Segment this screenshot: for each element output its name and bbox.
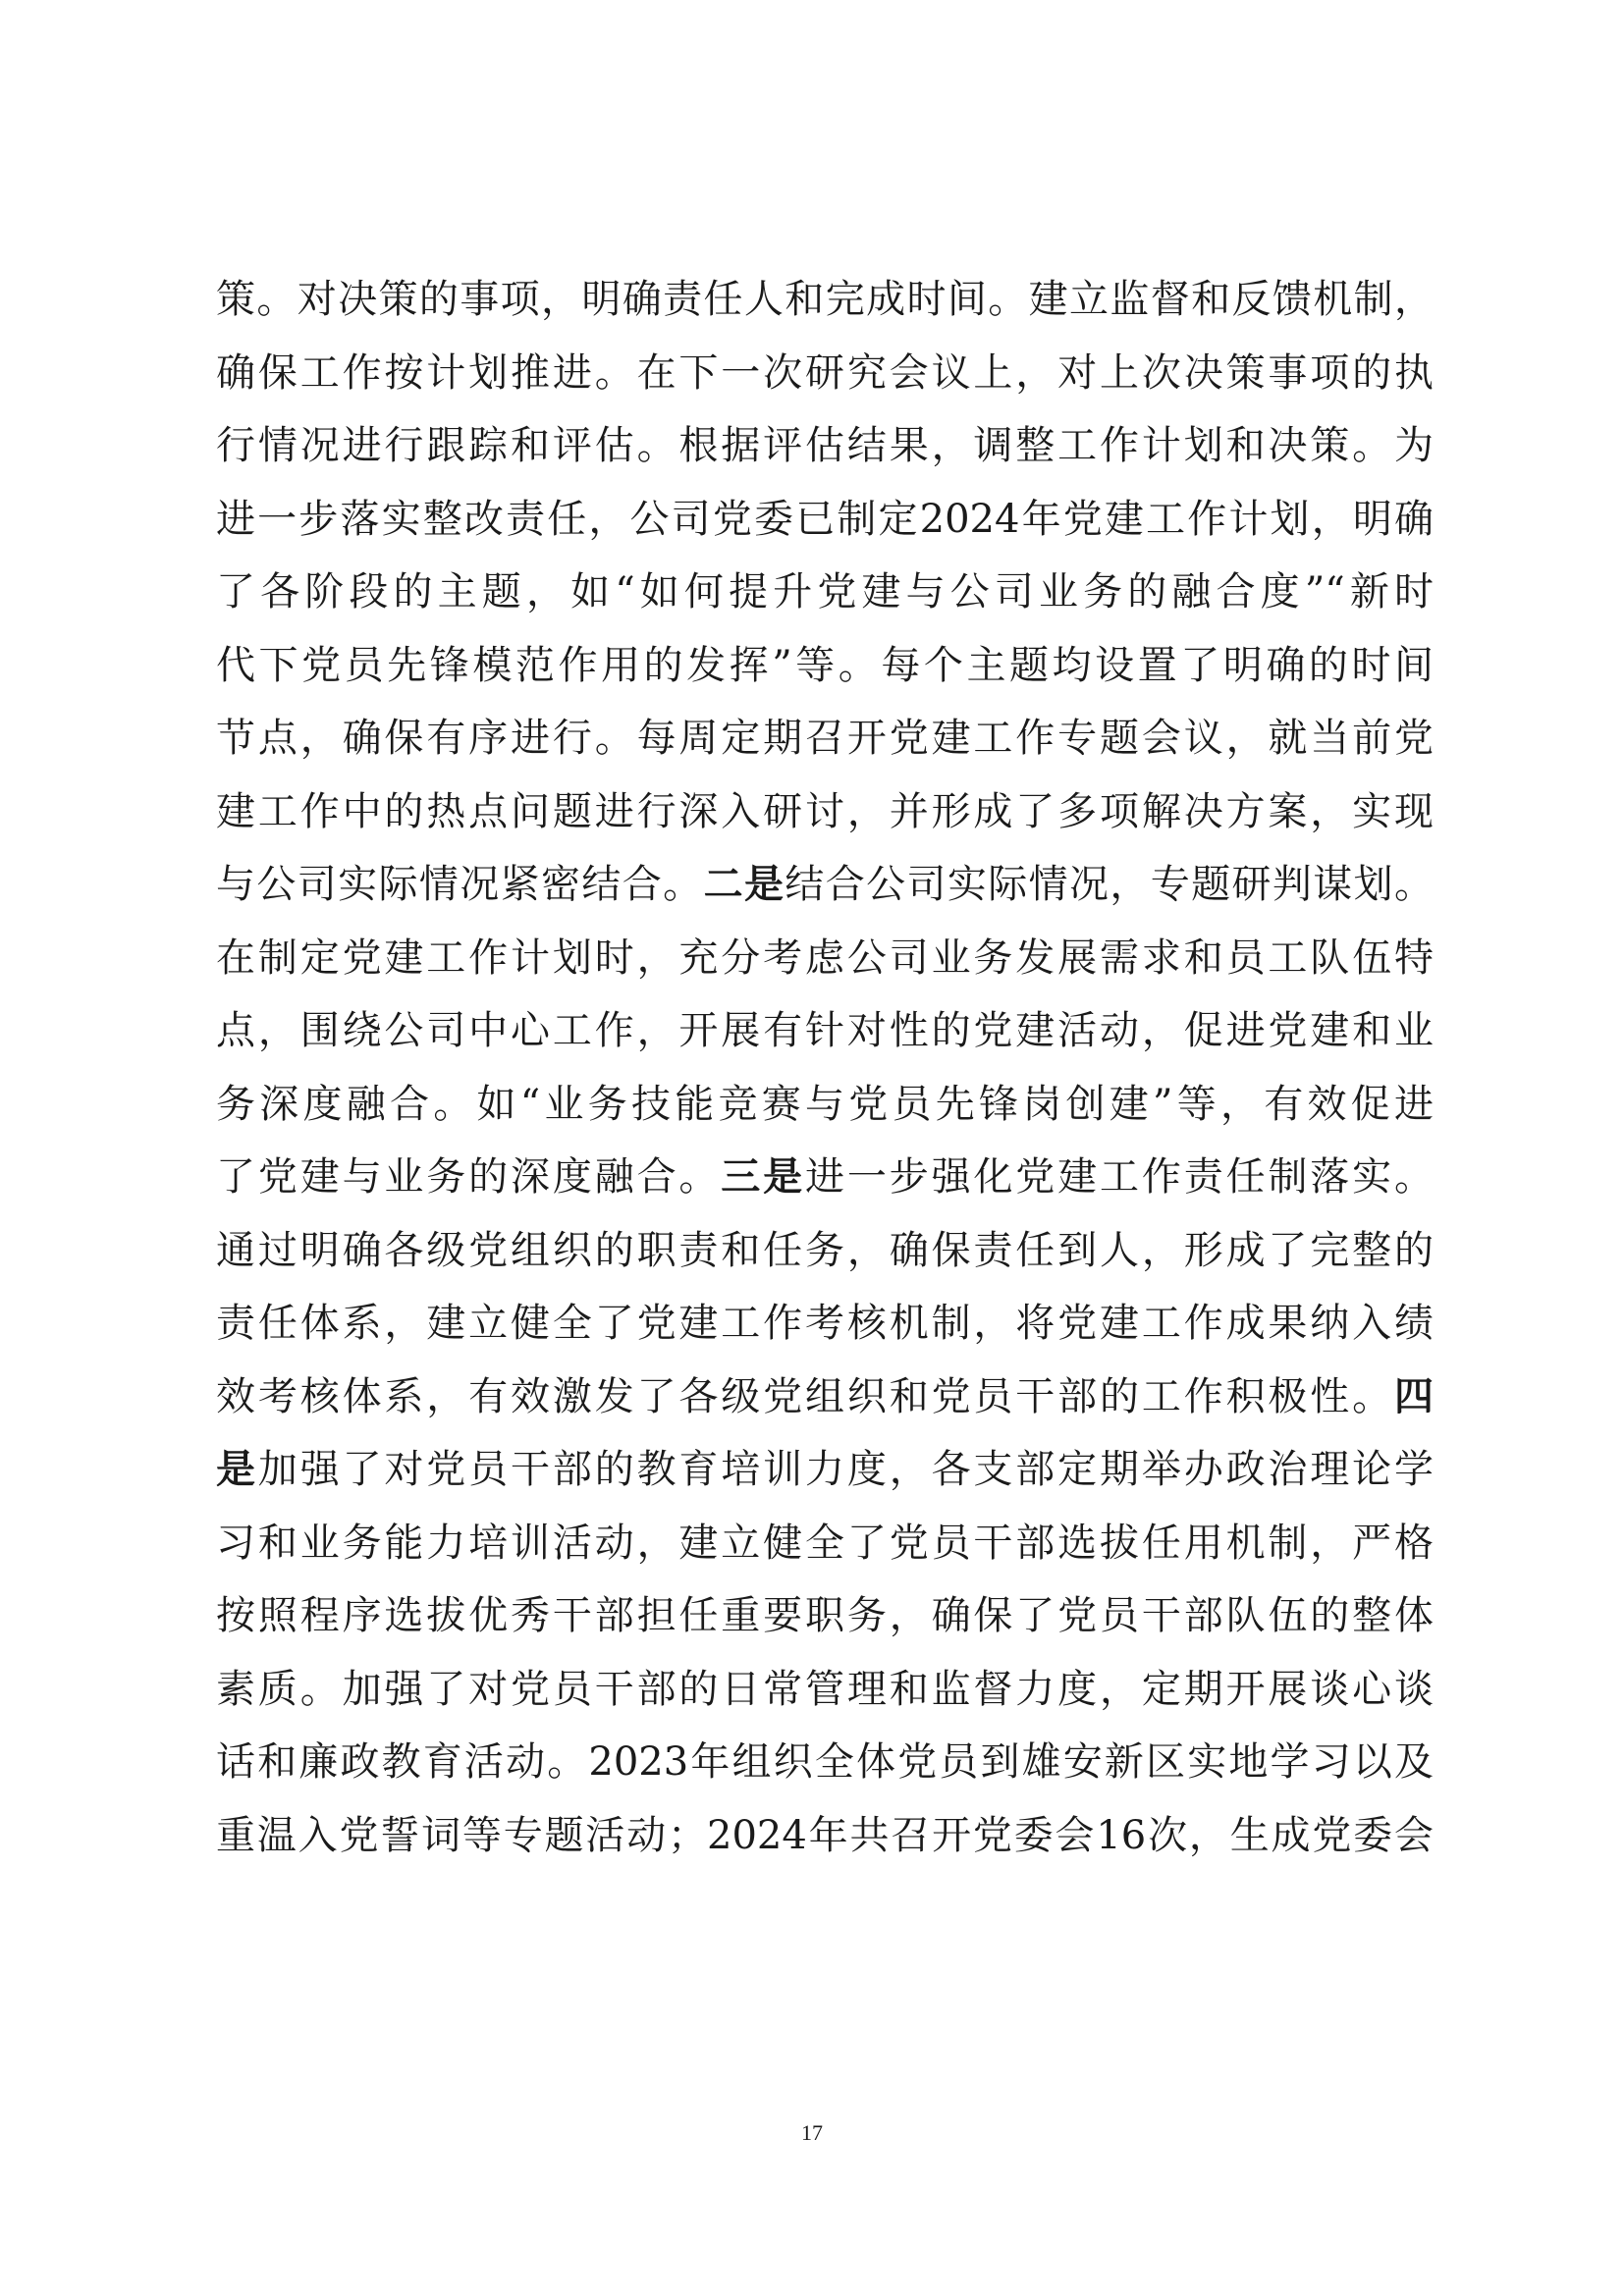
text-segment: 点，围绕公司中心工作，开展有针对性的党建活动，促进党建和业 <box>216 1008 1434 1053</box>
text-segment: 按照程序选拔优秀干部担任重要职务，确保了党员干部队伍的整体 <box>216 1593 1434 1638</box>
text-line <box>216 1361 1434 1434</box>
text-segment: 话和廉政教育活动。2023年组织全体党员到雄安新区实地学习以及 <box>216 1739 1434 1785</box>
text-line <box>216 1141 1434 1214</box>
text-segment: 进一步落实整改责任，公司党委已制定2024年党建工作计划，明确 <box>216 496 1434 542</box>
text-segment: 了党建与业务的深度融合。 <box>216 1154 722 1200</box>
text-segment: 节点，确保有序进行。每周定期召开党建工作专题会议，就当前党 <box>216 716 1434 761</box>
bold-enumerator: 二是 <box>703 861 785 907</box>
text-segment: 与公司实际情况紧密结合。 <box>216 862 704 907</box>
text-segment: 素质。加强了对党员干部的日常管理和监督力度，定期开展谈心谈 <box>216 1666 1434 1712</box>
text-segment: 加强了对党员干部的教育培训力度，各支部定期举办政治理论学 <box>257 1447 1435 1492</box>
text-segment: 在制定党建工作计划时，充分考虑公司业务发展需求和员工队伍特 <box>216 934 1434 981</box>
text-line <box>216 629 1434 703</box>
text-segment: 务深度融合。如“业务技能竞赛与党员先锋岗创建”等，有效促进 <box>216 1081 1434 1127</box>
bold-enumerator: 四 <box>1394 1372 1434 1419</box>
bold-enumerator: 是 <box>216 1446 258 1492</box>
text-line <box>216 337 1434 410</box>
text-line <box>216 775 1434 849</box>
text-line <box>216 1653 1434 1727</box>
text-segment: 进一步强化党建工作责任制落实。 <box>805 1154 1435 1200</box>
text-line <box>216 702 1434 775</box>
text-segment: 代下党员先锋模范作用的发挥”等。每个主题均设置了明确的时间 <box>216 642 1434 688</box>
page-number: 17 <box>801 2120 823 2145</box>
body-paragraph <box>216 263 1434 1872</box>
text-line <box>216 1579 1434 1653</box>
text-segment: 习和业务能力培训活动，建立健全了党员干部选拔任用机制，严格 <box>216 1520 1434 1566</box>
text-segment: 重温入党誓词等专题活动；2024年共召开党委会16次，生成党委会 <box>216 1812 1434 1858</box>
text-line <box>216 483 1434 557</box>
text-segment: 了各阶段的主题，如“如何提升党建与公司业务的融合度”“新时 <box>216 569 1434 614</box>
text-line <box>216 1214 1434 1288</box>
text-line <box>216 1287 1434 1361</box>
text-segment: 通过明确各级党组织的职责和任务，确保责任到人，形成了完整的 <box>216 1227 1434 1273</box>
text-line <box>216 922 1434 995</box>
text-segment: 行情况进行跟踪和评估。根据评估结果，调整工作计划和决策。为 <box>216 423 1434 468</box>
bold-enumerator: 三是 <box>721 1153 806 1200</box>
text-segment: 确保工作按计划推进。在下一次研究会议上，对上次决策事项的执 <box>216 349 1434 396</box>
text-line <box>216 1507 1434 1580</box>
text-segment: 结合公司实际情况，专题研判谋划。 <box>785 862 1435 907</box>
text-line <box>216 1433 1434 1507</box>
text-line <box>216 1799 1434 1873</box>
text-line <box>216 263 1434 337</box>
text-line <box>216 994 1434 1068</box>
text-line <box>216 1068 1434 1142</box>
text-segment: 策。对决策的事项，明确责任人和完成时间。建立监督和反馈机制， <box>216 277 1434 322</box>
text-line <box>216 848 1434 922</box>
text-segment: 建工作中的热点问题进行深入研讨，并形成了多项解决方案，实现 <box>216 788 1434 834</box>
text-line <box>216 556 1434 629</box>
text-line <box>216 1726 1434 1799</box>
text-segment: 效考核体系，有效激发了各级党组织和党员干部的工作积极性。 <box>216 1373 1394 1419</box>
text-line <box>216 409 1434 483</box>
text-segment: 责任体系，建立健全了党建工作考核机制，将党建工作成果纳入绩 <box>216 1301 1434 1346</box>
